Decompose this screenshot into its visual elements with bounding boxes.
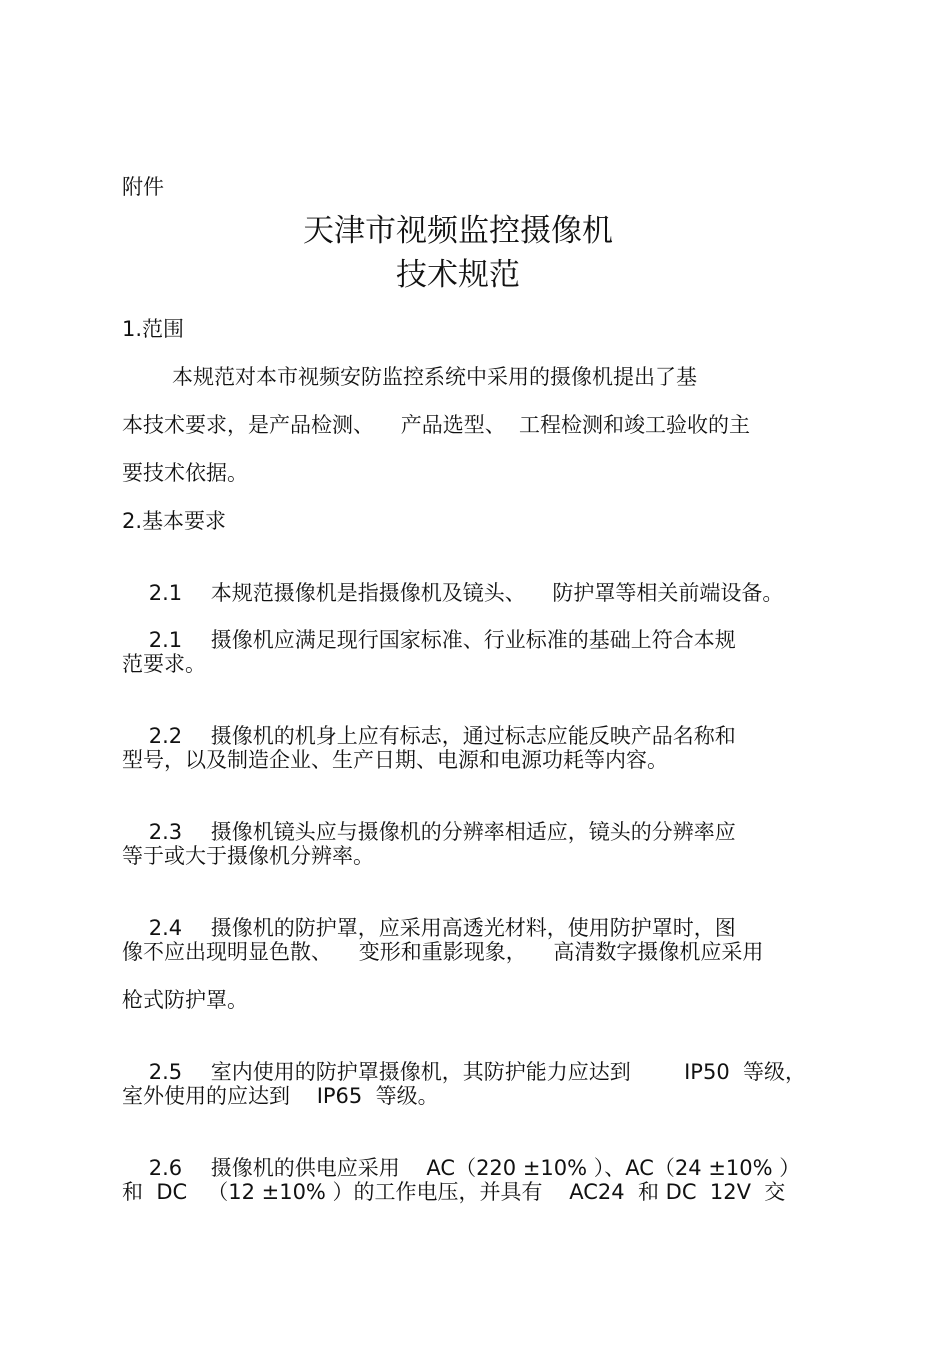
clause-text: 摄像机的防护罩，应采用高透光材料，使用防护罩时，图 [210, 916, 736, 940]
clause-text-continuation: 范要求。 [122, 652, 206, 676]
document-title-line2: 技术规范 [396, 257, 520, 293]
clause-text-continuation: 枪式防护罩。 [122, 988, 248, 1012]
clause-text: 摄像机的机身上应有标志，通过标志应能反映产品名称和 [210, 724, 736, 748]
attachment-label: 附件 [122, 175, 164, 199]
clause-number: 2.4 [148, 916, 183, 940]
clause-text: 室内使用的防护罩摄像机，其防护能力应达到 IP50 等级， [210, 1060, 807, 1084]
clause-number: 2.1 [148, 581, 183, 605]
clause-text-continuation: 和 DC （12 ±10% ）的工作电压，并具有 AC24 和 DC 12V 交 [122, 1180, 786, 1204]
clause-text: 摄像机镜头应与摄像机的分辨率相适应，镜头的分辨率应 [210, 820, 736, 844]
clause-2-1b [122, 604, 736, 676]
clause-number: 2.2 [148, 724, 183, 748]
clause-number: 2.3 [148, 820, 183, 844]
clause-number: 2.1 [148, 628, 183, 652]
clause-text-continuation: 室外使用的应达到 IP65 等级。 [122, 1084, 439, 1108]
clause-number: 2.6 [148, 1156, 183, 1180]
clause-text-continuation: 像不应出现明显色散、 变形和重影现象， 高清数字摄像机应采用 [122, 940, 764, 964]
scope-text-line: 本规范对本市视频安防监控系统中采用的摄像机提出了基 [172, 365, 697, 389]
scope-text-line: 要技术依据。 [122, 461, 248, 485]
scope-heading: 1.范围 [122, 317, 185, 341]
clause-text-continuation: 等于或大于摄像机分辨率。 [122, 844, 374, 868]
clause-text: 摄像机应满足现行国家标准、行业标准的基础上符合本规 [210, 628, 736, 652]
scope-text-line: 本技术要求，是产品检测、 产品选型、 工程检测和竣工验收的主 [122, 413, 751, 437]
basic-requirements-heading: 2.基本要求 [122, 509, 227, 533]
clause-number: 2.5 [148, 1060, 183, 1084]
clause-text: 本规范摄像机是指摄像机及镜头、 防护罩等相关前端设备。 [210, 581, 784, 605]
document-title-line1: 天津市视频监控摄像机 [303, 213, 613, 249]
clause-text-continuation: 型号，以及制造企业、生产日期、电源和电源功耗等内容。 [122, 748, 668, 772]
clause-text: 摄像机的供电应采用 AC（220 ±10% ）、AC（24 ±10% ） [210, 1156, 801, 1180]
